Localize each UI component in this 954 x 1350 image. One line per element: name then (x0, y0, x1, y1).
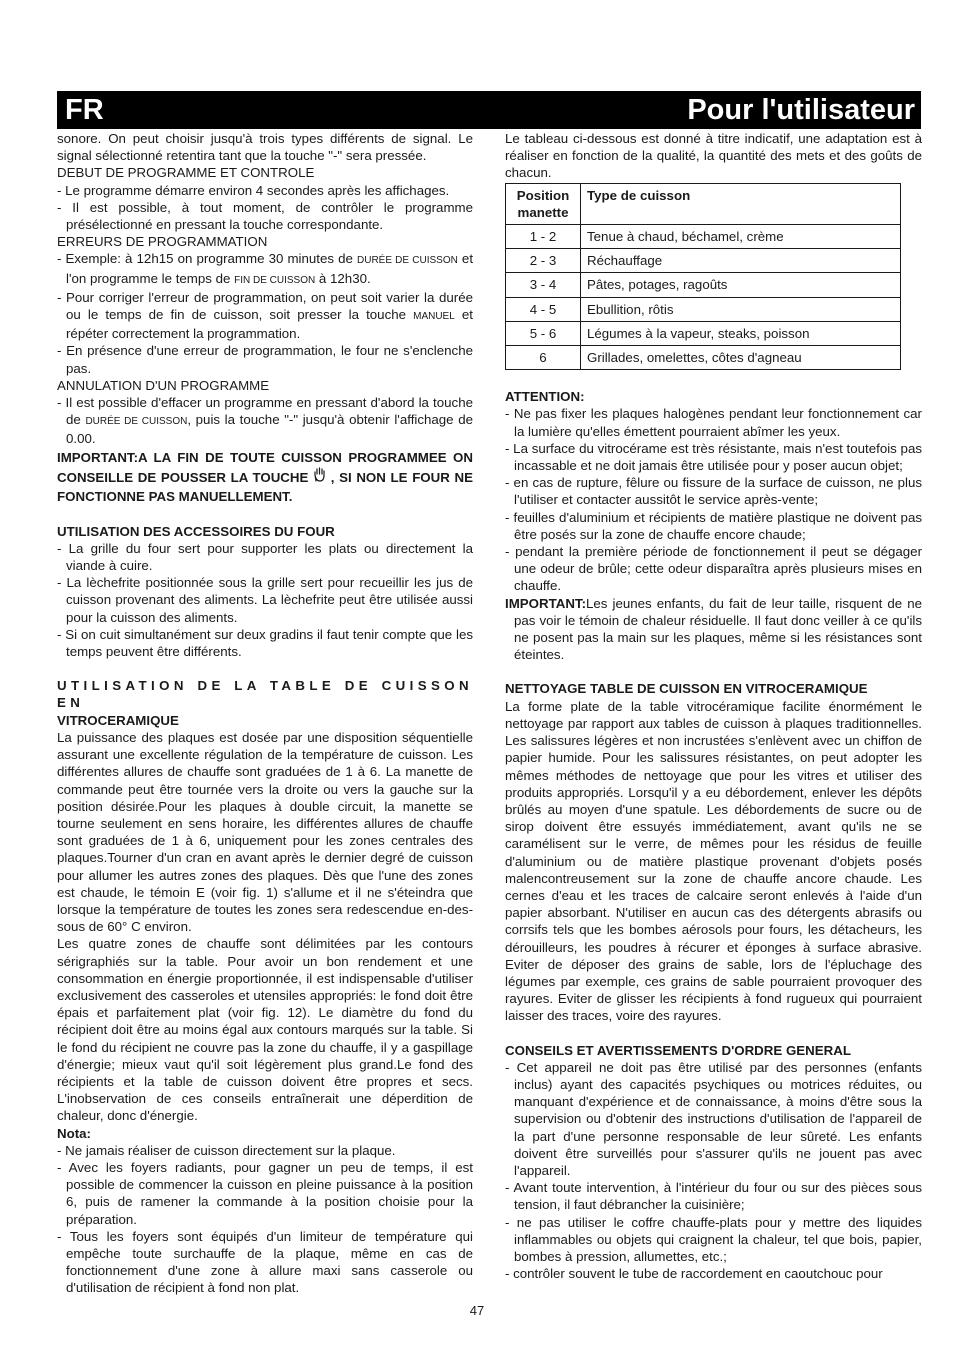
cooking-table (505, 183, 901, 371)
table-row (506, 249, 901, 273)
page-header (57, 91, 921, 129)
table-cell: 4 - 5 (506, 297, 581, 321)
list-item: - Tous les foyers sont équipés d'un limiteur de température qui empêche toute surchauffe de la plaque, même en cas de fonctionnement d'une zone à allure maxi sans casserole ou d'utilisation de récipient à fond non plat. (57, 1228, 473, 1296)
table-header-row (506, 183, 901, 224)
list-item: - La lèchefrite positionnée sous la grille sert pour recueillir les jus de cuisson provenant des aliments. La lèchefrite peut être utilisée aussi pour la cuisson des aliments. (57, 575, 473, 625)
table-cell: 3 - 4 (506, 273, 581, 297)
list-item: - Avec les foyers radiants, pour gagner un peu de temps, il est possible de commencer la cuisson en pleine puissance à la position 6, puis de ramener la commande à la position choisie pour la préparation. (57, 1159, 473, 1227)
page-number: 47 (469, 1303, 485, 1318)
left-column (57, 130, 473, 1297)
table-cell: Grillades, omelettes, côtes d'agneau (581, 346, 901, 370)
paragraph-signal: sonore. On peut choisir jusqu'à trois types différents de signal. Le signal sélectionné retentira tant que la touche "-" sera pressée. (57, 131, 473, 164)
list-item: - Exemple: à 12h15 on programme 30 minutes de DURÉE DE CUISSON et l'on programme le temps de FIN DE CUISSON à 12h30. (57, 251, 474, 286)
language-code: FR (65, 93, 104, 126)
list-item: - Le programme démarre environ 4 secondes après les affichages. (57, 182, 450, 198)
table-cell: 6 (506, 346, 581, 370)
list-item: - feuilles d'aluminium et récipients de matière plastique ne doivent pas être posés sur la zone de chauffe encore chaude; (505, 509, 922, 542)
list-item: - La grille du four sert pour supporter les plats ou directement la viande à cuire. (57, 540, 473, 574)
table-cell: Pâtes, potages, ragoûts (581, 273, 901, 297)
table-cell: 1 - 2 (506, 225, 581, 249)
list-item: - Pour corriger l'erreur de programmation, on peut soit varier la durée ou le temps de fin de cuisson, soit presser la touche MANUEL et répéter correctement la programmation. (57, 289, 473, 342)
list-item: - pendant la première période de fonctionnement il peut se dégager une odeur de brûle; cette odeur disparaîtra après plusieurs mises en chauffe. (505, 544, 922, 594)
list-item: - ne pas utiliser le coffre chauffe-plats pour y mettre des liquides inflammables ou objets qui craignent la chaleur, tel que bois, papier, bombes à pression, allumettes, etc.; (505, 1214, 922, 1264)
paragraph-zones: Les quatre zones de chauffe sont délimitées par les contours sérigraphiés sur la table. Pour avoir un bon rendement et une consommation en énergie proportionnée, il est indispensable d'utiliser exclusivement des casseroles et utensiles appropriés: le fond doit être épais et parfaitement plat (voir fig. 12). Le diamètre du fond du récipient doit être au moins égal aux contours marqués sur la table. Si le fond du récipient ne couvre pas la zone du chauffe, il y a gaspillage d'énergie; mieux vaut qu'il soit légèrement plus grand.Le fond des récipients et la table de cuisson doivent être propres et secs. L'inobservation de ces conseils entraînerait une déperdition de chaleur, donc d'énergie. (57, 936, 473, 1124)
important-notice: IMPORTANT:A LA FIN DE TOUTE CUISSON PROGRAMMEE ON CONSEILLE DE POUSSER LA TOUCHE , SI NON LE FOUR NE FONCTIONNE PAS MANUELLEMENT. (57, 449, 473, 504)
heading-accessoires: UTILISATION DES ACCESSOIRES DU FOUR (57, 523, 335, 539)
heading-annulation: ANNULATION D'UN PROGRAMME (57, 377, 270, 393)
heading-vitroceramique: VITROCERAMIQUE (57, 712, 179, 728)
table-cell: Réchauffage (581, 249, 901, 273)
heading-nettoyage: NETTOYAGE TABLE DE CUISSON EN VITROCERAMIQUE (505, 681, 868, 697)
table-row (506, 346, 901, 370)
table-row (506, 225, 901, 249)
table-cell: 2 - 3 (506, 249, 581, 273)
list-item: - En présence d'une erreur de programmation, le four ne s'enclenche pas. (57, 343, 473, 376)
table-row (506, 297, 901, 321)
list-item: - Il est possible, à tout moment, de contrôler le programme présélectionné en pressant la touche correspondante. (57, 199, 473, 233)
list-item: - Ne pas fixer les plaques halogènes pendant leur fonctionnement car la lumière qu'elles émettent pourraient abîmer les yeux. (505, 406, 922, 439)
heading-table-cuisson: UTILISATION DE LA TABLE DE CUISSON EN (57, 678, 473, 711)
nota-label: Nota: (57, 1125, 91, 1141)
table-cell: Ebullition, rôtis (581, 297, 901, 321)
list-item: - Ne jamais réaliser de cuisson directement sur la plaque. (57, 1142, 396, 1158)
list-item: - Il est possible d'effacer un programme en pressant d'abord la touche de DURÉE DE CUISSON, puis la touche "-" jusqu'à obtenir l'affichage de 0.00. (57, 395, 473, 447)
column-header: Type de cuisson (581, 183, 901, 224)
list-item: - La surface du vitrocérame est très résistante, mais n'est toutefois pas incassable et ne doit jamais être utilisée pour y poser aucun objet; (505, 440, 922, 474)
heading-debut-programme: DEBUT DE PROGRAMME ET CONTROLE (57, 165, 315, 181)
list-item: - en cas de rupture, fêlure ou fissure de la surface de cuisson, ne plus l'utiliser et contacter aussitôt le service après-vente; (505, 475, 922, 508)
hand-icon (313, 467, 326, 487)
paragraph-tableau-intro: Le tableau ci-dessous est donné à titre indicatif, une adaptation est à réaliser en fonction de la qualité, la quantité des mets et des goûts de chacun. (505, 131, 922, 181)
heading-conseils: CONSEILS ET AVERTISSEMENTS D'ORDRE GENERAL (505, 1042, 851, 1058)
heading-erreurs-programmation: ERREURS DE PROGRAMMATION (57, 234, 268, 250)
page-title: Pour l'utilisateur (687, 93, 915, 126)
table-row (506, 321, 901, 345)
column-header: Position manette (506, 183, 581, 224)
paragraph-puissance: La puissance des plaques est dosée par une disposition séquentielle assurant une excellente régulation de la température de cuisson. Les différentes allures de chauffe sont graduées de 1 à 6. La manette de commande peut être tournée vers la droite ou vers la gauche sur la position désirée.Pour les plaques à double circuit, la manette se tourne seulement en sens horaire, les différentes allures de chauffe sont graduées de 1 à 6, uniquement pour les zones centrales des plaques.Tourner d'un cran en avant après le dernier degré de cuisson pour allumer les autres zones des plaques. Dès que l'une des zones est chaude, le témoin E (voir fig. 1) s'allume et il ne s'éteindra que lorsque la température de toutes les zones sera redescendue en-des-sous de 60° C environ. (57, 729, 473, 935)
list-item: - Cet appareil ne doit pas être utilisé par des personnes (enfants inclus) ayant des capacités psychiques ou motrices réduites, ou manquant d'expérience et de connaissance, à moins d'être sous la supervision ou d'obtenir des instructions d'utilisation de l'appareil de la part d'une personne responsable de leur sûreté. Les enfants doivent être surveillés pour s'assurer qu'ils ne jouent pas avec l'appareil. (505, 1059, 922, 1178)
paragraph-nettoyage: La forme plate de la table vitrocéramique facilite énormément le nettoyage par rapport aux tables de cuisson à plaques traditionnelles. Les salissures légères et non incrustées s'enlèvent avec un chiffon de papier humide. Pour les salissures résistantes, on peut adopter les mêmes méthodes de nettoyage que pour les vitres et utiliser des produits appropriés. Lorsqu'il y a eu débordement, enlever les dépôts brûlés au moyen d'une spatule. Les débordements de sucre ou de sirop doivent être essuyés immédiatement, avant qu'ils ne se caramélisent sur le verre, de mêmes pour les résidus de feuille d'aluminium ou de matière plastique provenant d'objets posés malencontreusement sur la zone de chauffe ancore chaude. Les cernes d'eau et les traces de calcaire seront enlevés à l'aide d'un papier absorbant. N'utiliser en aucun cas des détergents abrasifs ou corrsifs tels que les bombes aérosols pour fours, les détacheurs, les dérouilleurs, les poudres à récurer et éponges à surface abrasive. Eviter de déposer des grains de sable, lors de l'épluchage des légumes par exemple, ces grains de sable pourraient provoquer des rayures. Eviter de glisser les récipients à fond rugueux qui pourraient laisser des traces, voire des rayures. (505, 698, 922, 1024)
right-column (505, 130, 922, 1282)
table-cell: 5 - 6 (506, 321, 581, 345)
table-cell: Légumes à la vapeur, steaks, poisson (581, 321, 901, 345)
table-cell: Tenue à chaud, béchamel, crème (581, 225, 901, 249)
list-item: - contrôler souvent le tube de raccordement en caoutchouc pour (505, 1266, 883, 1282)
important-children: IMPORTANT:Les jeunes enfants, du fait de leur taille, risquent de ne pas voir le témoin de chaleur résiduelle. Il faut donc veiller à ce qu'ils ne posent pas la main sur les plaques, même si les résistances sont éteintes. (505, 595, 922, 663)
list-item: - Si on cuit simultanément sur deux gradins il faut tenir compte que les temps peuvent être différents. (57, 626, 473, 660)
list-item: - Avant toute intervention, à l'intérieur du four ou sur des pièces sous tension, il faut débrancher la cuisinière; (505, 1180, 922, 1213)
table-row (506, 273, 901, 297)
heading-attention: ATTENTION: (505, 389, 585, 405)
